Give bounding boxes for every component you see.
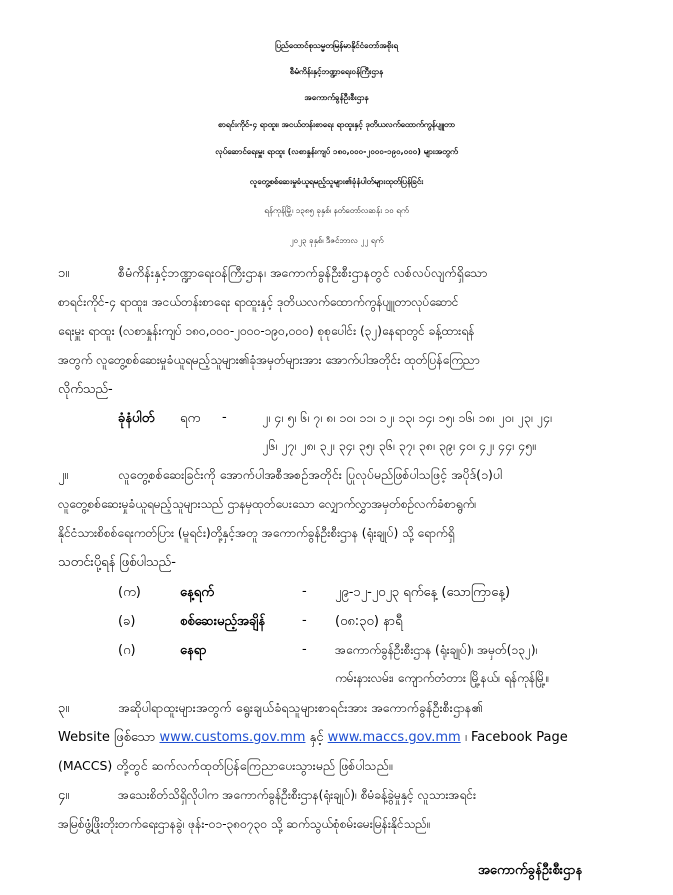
para4-number: ၄။ (58, 788, 70, 803)
para2-line: သတင်းပို့ရန် ဖြစ်ပါသည်- (58, 555, 176, 570)
para3-line: အဆိုပါရာထူးများအတွက် ရွေးချယ်ခံရသူများစာရင်းအား အကောက်ခွန်ဦးစီးဌာန၏ (118, 700, 483, 715)
header-ministry-gov: ပြည်ထောင်စုသမ္မတမြန်မာနိုင်ငံတော်အစိုးရ (275, 41, 398, 50)
schedule-dash: - (302, 642, 307, 657)
schedule-value-time: (၀၈:၃၀) နာရီ (335, 614, 403, 629)
seat-numbers-label: ခုံနံပါတ် (118, 411, 155, 426)
seat-numbers-prefix: ရက (180, 411, 201, 426)
schedule-dash: - (302, 584, 307, 599)
para1-line: အတွက် လူတွေ့စစ်ဆေးမှုခံယူရမည့်သူများ၏ခုံအမှတ်များအား အောက်ပါအတိုင်း ထုတ်ပြန်ကြေညာ (58, 353, 480, 367)
para3-number: ၃။ (58, 701, 70, 716)
seat-numbers-row1: ၂၊ ၄၊ ၅၊ ၆၊ ၇၊ ၈၊ ၁၀၊ ၁၁၊ ၁၂၊ ၁၃၊ ၁၄၊ ၁၅၊ ၁၆၊ ၁၈၊ ၂၀၊ ၂၃၊ ၂၄၊ (262, 410, 552, 425)
para1-line: လိုက်သည်- (58, 382, 113, 397)
para2-line: လူတွေ့စစ်ဆေးခြင်းကို အောက်ပါအစီအစဉ်အတိုင်း ပြုလုပ်မည်ဖြစ်ပါသဖြင့် အပိုဒ်(၁)ပါ (118, 467, 503, 482)
para2-line: လူတွေ့စစ်ဆေးမှုခံယူရမည့်သူများသည် ဌာနမှထုတ်ပေးသော လျှောက်လွှာအမှတ်စဉ်လက်ခံစာရွက်၊ (58, 497, 477, 511)
schedule-value-place-line2: ကမ်းနားလမ်း၊ ကျောက်တံတား မြို့နယ်၊ ရန်ကုန်မြို့။ (335, 671, 550, 685)
para4-line: အသေးစိတ်သိရှိလိုပါက အကောက်ခွန်ဦးစီးဌာန(ရုံးချုပ်)၊ စီမံခန့်ခွဲမှုနှင့် လူသားအရင်း (118, 788, 477, 802)
maccs-website-link[interactable]: www.maccs.gov.mm (327, 730, 461, 745)
para1-line: စာရင်းကိုင်-၄ ရာထူး၊ အငယ်တန်းစာရေး ရာထူးနှင့် ဒုတိယလက်ထောက်ကွန်ပျူတာလုပ်ဆောင် (58, 295, 459, 309)
para2-line: နိုင်ငံသားစိစစ်ရေးကတ်ပြား (မူရင်း)တို့နှင့်အတူ အကောက်ခွန်ဦးစီးဌာန (ရုံးချုပ်) သို့ ရောက်ရှိ (58, 526, 455, 540)
header-title-line3: လူတွေ့စစ်ဆေးမှုခံယူရမည့်သူများ၏ခုံနံပါတ်များထုတ်ပြန်ခြင်း (249, 177, 424, 186)
schedule-label-date: နေ့ရက် (180, 585, 214, 600)
para3-text: နှင့် (309, 730, 324, 745)
schedule-label-time: စစ်ဆေးမည့်အချိန် (180, 614, 266, 629)
seat-numbers-row2: ၂၆၊ ၂၇၊ ၂၈၊ ၃၂၊ ၃၄၊ ၃၅၊ ၃၆၊ ၃၇၊ ၃၈၊ ၃၉၊ ၄၀၊ ၄၂၊ ၄၄၊ ၄၅။ (262, 438, 536, 453)
header-department: အကောက်ခွန်ဦးစီးဌာန (304, 93, 369, 102)
para4-line: အမြစ်ဖွံ့ဖြိုးတိုးတက်ရေးဌာနခွဲ၊ ဖုန်း-၀၁-၃၈၀၇၃၀ သို့ ဆက်သွယ်စုံစမ်းမေးမြန်းနိုင်သည်။ (58, 817, 431, 831)
para1-line: စီမံကိန်းနှင့်ဘဏ္ဍာရေးဝန်ကြီးဌာန၊ အကောက်ခွန်ဦးစီးဌာနတွင် လစ်လပ်လျက်ရှိသော (118, 265, 488, 280)
header-ministry: စီမံကိန်းနှင့်ဘဏ္ဍာရေးဝန်ကြီးဌာန (289, 67, 384, 76)
para3-line-links (58, 729, 568, 748)
schedule-marker: (ဂ) (118, 643, 136, 658)
seat-numbers-dash: - (222, 410, 227, 425)
para2-number: ၂။ (58, 468, 69, 483)
date-gregorian: ၂၀၂၃ ခုနှစ်၊ ဒီဇင်ဘာလ ၂၂ ရက် (289, 236, 384, 245)
date-myanmar: ရန်ကုန်မြို့၊ ၁၃၈၅ ခုနှစ်၊ နတ်တော်လဆန်း ၁၀ ရက် (264, 206, 409, 215)
schedule-dash: - (302, 613, 307, 628)
header-title-line2: လုပ်ဆောင်ရေးမှူး ရာထူး (လစာနှုန်းကျပ် ၁၈၀,၀၀၀-၂၀၀၀-၁၉၀,၀၀၀) များအတွက် (215, 147, 458, 156)
schedule-marker: (က) (118, 585, 141, 600)
para3-text: ၊ Facebook Page (464, 730, 568, 745)
signature-department: အကောက်ခွန်ဦးစီးဌာန (478, 863, 583, 878)
para1-number: ၁။ (58, 266, 70, 281)
para3-text: Website ဖြစ်သော (58, 730, 156, 745)
schedule-marker: (ခ) (118, 614, 136, 629)
para1-line: ရေးမှူး ရာထူး (လစာနှုန်းကျပ် ၁၈၀,၀၀၀-၂၀၀၀-၁၉၀,၀၀၀) စုစုပေါင်း (၃၂)နေရာတွင် ခန့်ထားရန် (58, 324, 475, 338)
customs-website-link[interactable]: www.customs.gov.mm (159, 730, 306, 745)
schedule-value-date: ၂၉-၁၂-၂၀၂၃ ရက်နေ့ (သောကြာနေ့) (335, 585, 511, 600)
schedule-value-place: အကောက်ခွန်ဦးစီးဌာန (ရုံးချုပ်)၊ အမှတ်(၁၃၂)၊ (335, 643, 538, 657)
header-title-line1: စာရင်းကိုင်-၄ ရာထူး၊ အငယ်တန်းစာရေး ရာထူးနှင့် ဒုတိယလက်ထောက်ကွန်ပျူတာ (218, 120, 455, 129)
schedule-label-place: နေရာ (180, 643, 207, 658)
para3-line: (MACCS) တို့တွင် ဆက်လက်ထုတ်ပြန်ကြေညာပေးသွားမည် ဖြစ်ပါသည်။ (58, 758, 393, 773)
